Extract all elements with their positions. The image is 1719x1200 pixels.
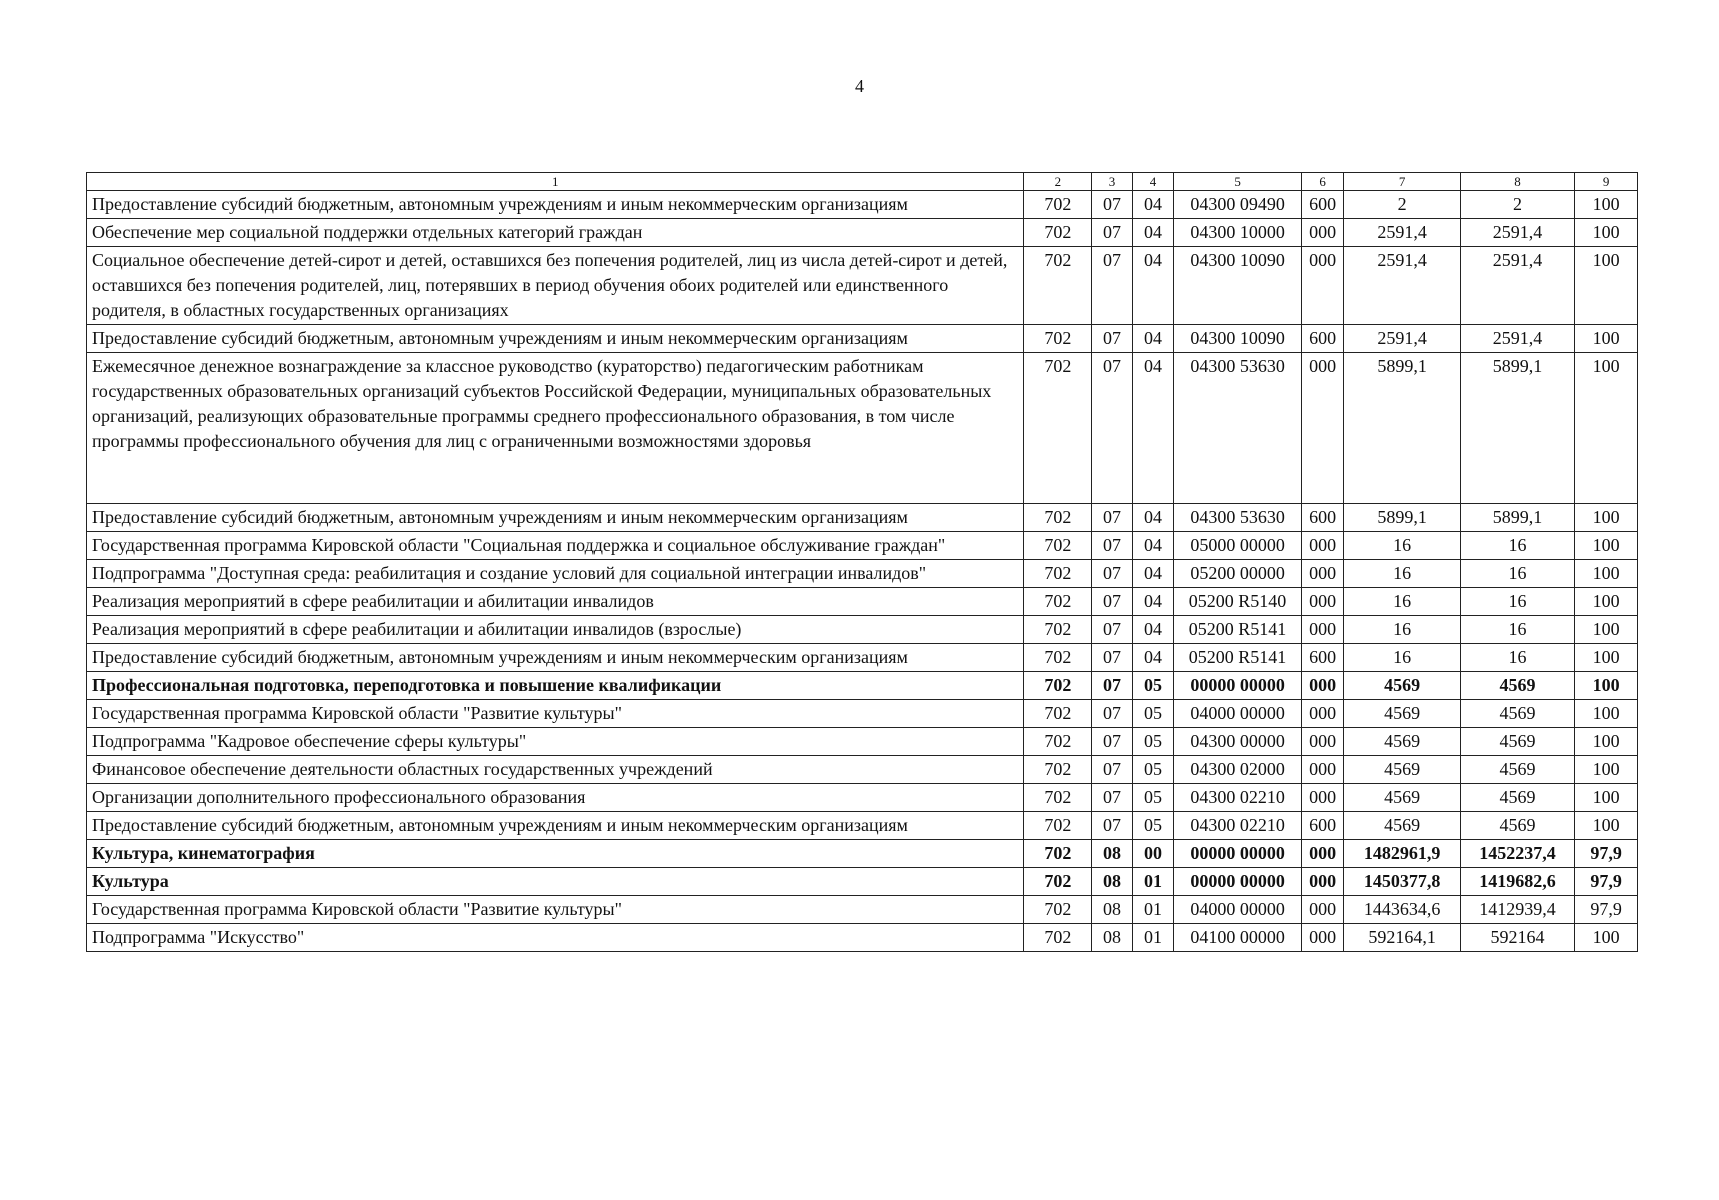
table-row [87, 728, 1638, 756]
subsection-cell: 04 [1132, 325, 1174, 353]
table-row [87, 840, 1638, 868]
gov-code-cell: 702 [1024, 840, 1092, 868]
table-row [87, 756, 1638, 784]
percent-cell: 100 [1575, 812, 1638, 840]
plan-amount-cell: 4569 [1344, 672, 1460, 700]
subsection-cell: 04 [1132, 504, 1174, 532]
expense-type-cell: 000 [1301, 219, 1344, 247]
target-article-cell: 05000 00000 [1174, 532, 1302, 560]
row-name-cell: Культура [87, 868, 1024, 896]
plan-amount-cell: 16 [1344, 560, 1460, 588]
section-cell: 08 [1092, 840, 1132, 868]
expense-type-cell: 600 [1301, 191, 1344, 219]
subsection-cell: 00 [1132, 840, 1174, 868]
plan-amount-cell: 2 [1344, 191, 1460, 219]
gov-code-cell: 702 [1024, 353, 1092, 504]
gov-code-cell: 702 [1024, 504, 1092, 532]
percent-cell: 100 [1575, 784, 1638, 812]
subsection-cell: 04 [1132, 588, 1174, 616]
gov-code-cell: 702 [1024, 672, 1092, 700]
actual-amount-cell: 1419682,6 [1460, 868, 1574, 896]
expense-type-cell: 000 [1301, 756, 1344, 784]
expense-type-cell: 600 [1301, 812, 1344, 840]
section-cell: 07 [1092, 191, 1132, 219]
subsection-cell: 04 [1132, 353, 1174, 504]
expense-type-cell: 000 [1301, 840, 1344, 868]
target-article-cell: 04300 02210 [1174, 784, 1302, 812]
table-row [87, 672, 1638, 700]
actual-amount-cell: 4569 [1460, 700, 1574, 728]
expense-type-cell: 600 [1301, 325, 1344, 353]
percent-cell: 100 [1575, 700, 1638, 728]
plan-amount-cell: 4569 [1344, 728, 1460, 756]
target-article-cell: 04300 53630 [1174, 504, 1302, 532]
percent-cell: 100 [1575, 588, 1638, 616]
actual-amount-cell: 592164 [1460, 924, 1574, 952]
plan-amount-cell: 1450377,8 [1344, 868, 1460, 896]
percent-cell: 100 [1575, 924, 1638, 952]
plan-amount-cell: 16 [1344, 644, 1460, 672]
row-name-cell: Ежемесячное денежное вознаграждение за классное руководство (кураторство) педагогическим работникам государственных образовательных организаций субъектов Российской Федерации, муниципальных образовательных организаций, реализующих образовательные программы среднего профессионального образования, в том числе программы профессионального обучения для лиц с ограниченными возможностями здоровья [87, 353, 1024, 504]
target-article-cell: 05200 R5141 [1174, 644, 1302, 672]
target-article-cell: 00000 00000 [1174, 868, 1302, 896]
expense-type-cell: 000 [1301, 700, 1344, 728]
actual-amount-cell: 2591,4 [1460, 219, 1574, 247]
table-row [87, 924, 1638, 952]
percent-cell: 100 [1575, 560, 1638, 588]
section-cell: 07 [1092, 353, 1132, 504]
table-row [87, 588, 1638, 616]
actual-amount-cell: 4569 [1460, 728, 1574, 756]
plan-amount-cell: 1443634,6 [1344, 896, 1460, 924]
row-name-cell: Предоставление субсидий бюджетным, автономным учреждениям и иным некоммерческим организациям [87, 325, 1024, 353]
section-cell: 07 [1092, 560, 1132, 588]
plan-amount-cell: 5899,1 [1344, 353, 1460, 504]
actual-amount-cell: 2591,4 [1460, 325, 1574, 353]
row-name-cell: Предоставление субсидий бюджетным, автономным учреждениям и иным некоммерческим организациям [87, 504, 1024, 532]
gov-code-cell: 702 [1024, 644, 1092, 672]
target-article-cell: 04300 00000 [1174, 728, 1302, 756]
section-cell: 07 [1092, 812, 1132, 840]
percent-cell: 100 [1575, 532, 1638, 560]
expense-type-cell: 000 [1301, 353, 1344, 504]
actual-amount-cell: 2591,4 [1460, 247, 1574, 325]
target-article-cell: 00000 00000 [1174, 840, 1302, 868]
row-name-cell: Профессиональная подготовка, переподготовка и повышение квалификации [87, 672, 1024, 700]
actual-amount-cell: 1452237,4 [1460, 840, 1574, 868]
subsection-cell: 04 [1132, 532, 1174, 560]
column-header: 6 [1301, 173, 1344, 191]
expense-type-cell: 000 [1301, 728, 1344, 756]
row-name-cell: Государственная программа Кировской области "Развитие культуры" [87, 896, 1024, 924]
plan-amount-cell: 16 [1344, 532, 1460, 560]
percent-cell: 100 [1575, 728, 1638, 756]
subsection-cell: 04 [1132, 616, 1174, 644]
percent-cell: 100 [1575, 644, 1638, 672]
gov-code-cell: 702 [1024, 560, 1092, 588]
actual-amount-cell: 1412939,4 [1460, 896, 1574, 924]
section-cell: 08 [1092, 924, 1132, 952]
percent-cell: 97,9 [1575, 896, 1638, 924]
actual-amount-cell: 4569 [1460, 672, 1574, 700]
column-header: 7 [1344, 173, 1460, 191]
table-row [87, 616, 1638, 644]
expense-type-cell: 000 [1301, 616, 1344, 644]
row-name-cell: Предоставление субсидий бюджетным, автономным учреждениям и иным некоммерческим организациям [87, 644, 1024, 672]
subsection-cell: 01 [1132, 924, 1174, 952]
actual-amount-cell: 16 [1460, 560, 1574, 588]
plan-amount-cell: 4569 [1344, 812, 1460, 840]
expense-type-cell: 000 [1301, 868, 1344, 896]
row-name-cell: Организации дополнительного профессионального образования [87, 784, 1024, 812]
gov-code-cell: 702 [1024, 896, 1092, 924]
table-row [87, 644, 1638, 672]
subsection-cell: 04 [1132, 219, 1174, 247]
row-name-cell: Подпрограмма "Доступная среда: реабилитация и создание условий для социальной интеграции инвалидов" [87, 560, 1024, 588]
column-header: 3 [1092, 173, 1132, 191]
gov-code-cell: 702 [1024, 728, 1092, 756]
plan-amount-cell: 1482961,9 [1344, 840, 1460, 868]
expense-type-cell: 600 [1301, 504, 1344, 532]
section-cell: 07 [1092, 219, 1132, 247]
percent-cell: 97,9 [1575, 868, 1638, 896]
column-header: 5 [1174, 173, 1302, 191]
row-name-cell: Обеспечение мер социальной поддержки отдельных категорий граждан [87, 219, 1024, 247]
section-cell: 07 [1092, 728, 1132, 756]
actual-amount-cell: 4569 [1460, 756, 1574, 784]
subsection-cell: 05 [1132, 784, 1174, 812]
section-cell: 07 [1092, 532, 1132, 560]
row-name-cell: Государственная программа Кировской области "Социальная поддержка и социальное обслуживание граждан" [87, 532, 1024, 560]
subsection-cell: 05 [1132, 672, 1174, 700]
gov-code-cell: 702 [1024, 532, 1092, 560]
expense-type-cell: 000 [1301, 924, 1344, 952]
expense-type-cell: 600 [1301, 644, 1344, 672]
plan-amount-cell: 2591,4 [1344, 247, 1460, 325]
expense-type-cell: 000 [1301, 588, 1344, 616]
percent-cell: 100 [1575, 756, 1638, 784]
plan-amount-cell: 4569 [1344, 756, 1460, 784]
table-row [87, 247, 1638, 325]
table-row [87, 353, 1638, 504]
column-header: 4 [1132, 173, 1174, 191]
gov-code-cell: 702 [1024, 756, 1092, 784]
plan-amount-cell: 16 [1344, 616, 1460, 644]
subsection-cell: 04 [1132, 191, 1174, 219]
column-header: 2 [1024, 173, 1092, 191]
actual-amount-cell: 4569 [1460, 784, 1574, 812]
row-name-cell: Финансовое обеспечение деятельности областных государственных учреждений [87, 756, 1024, 784]
gov-code-cell: 702 [1024, 868, 1092, 896]
plan-amount-cell: 592164,1 [1344, 924, 1460, 952]
expense-type-cell: 000 [1301, 560, 1344, 588]
row-name-cell: Реализация мероприятий в сфере реабилитации и абилитации инвалидов [87, 588, 1024, 616]
table-row [87, 532, 1638, 560]
row-name-cell: Предоставление субсидий бюджетным, автономным учреждениям и иным некоммерческим организациям [87, 812, 1024, 840]
column-header: 9 [1575, 173, 1638, 191]
subsection-cell: 05 [1132, 700, 1174, 728]
section-cell: 07 [1092, 247, 1132, 325]
table-row [87, 504, 1638, 532]
plan-amount-cell: 2591,4 [1344, 325, 1460, 353]
row-name-cell: Предоставление субсидий бюджетным, автономным учреждениям и иным некоммерческим организациям [87, 191, 1024, 219]
row-name-cell: Реализация мероприятий в сфере реабилитации и абилитации инвалидов (взрослые) [87, 616, 1024, 644]
subsection-cell: 01 [1132, 868, 1174, 896]
subsection-cell: 04 [1132, 247, 1174, 325]
target-article-cell: 04300 02000 [1174, 756, 1302, 784]
expense-type-cell: 000 [1301, 784, 1344, 812]
actual-amount-cell: 5899,1 [1460, 504, 1574, 532]
row-name-cell: Культура, кинематография [87, 840, 1024, 868]
table-row [87, 219, 1638, 247]
gov-code-cell: 702 [1024, 924, 1092, 952]
actual-amount-cell: 16 [1460, 588, 1574, 616]
gov-code-cell: 702 [1024, 247, 1092, 325]
target-article-cell: 04100 00000 [1174, 924, 1302, 952]
section-cell: 07 [1092, 672, 1132, 700]
subsection-cell: 05 [1132, 728, 1174, 756]
target-article-cell: 04300 10090 [1174, 325, 1302, 353]
section-cell: 07 [1092, 504, 1132, 532]
section-cell: 07 [1092, 616, 1132, 644]
section-cell: 07 [1092, 784, 1132, 812]
gov-code-cell: 702 [1024, 325, 1092, 353]
percent-cell: 100 [1575, 672, 1638, 700]
percent-cell: 100 [1575, 325, 1638, 353]
plan-amount-cell: 5899,1 [1344, 504, 1460, 532]
section-cell: 08 [1092, 868, 1132, 896]
subsection-cell: 04 [1132, 644, 1174, 672]
expense-type-cell: 000 [1301, 896, 1344, 924]
target-article-cell: 04300 10000 [1174, 219, 1302, 247]
table-row [87, 812, 1638, 840]
table-row [87, 325, 1638, 353]
table-row [87, 896, 1638, 924]
expense-type-cell: 000 [1301, 532, 1344, 560]
plan-amount-cell: 2591,4 [1344, 219, 1460, 247]
target-article-cell: 04300 02210 [1174, 812, 1302, 840]
target-article-cell: 05200 00000 [1174, 560, 1302, 588]
section-cell: 07 [1092, 325, 1132, 353]
percent-cell: 100 [1575, 247, 1638, 325]
actual-amount-cell: 2 [1460, 191, 1574, 219]
subsection-cell: 01 [1132, 896, 1174, 924]
table-row [87, 700, 1638, 728]
target-article-cell: 05200 R5141 [1174, 616, 1302, 644]
percent-cell: 100 [1575, 616, 1638, 644]
percent-cell: 100 [1575, 191, 1638, 219]
plan-amount-cell: 4569 [1344, 784, 1460, 812]
actual-amount-cell: 16 [1460, 532, 1574, 560]
target-article-cell: 04000 00000 [1174, 700, 1302, 728]
row-name-cell: Подпрограмма "Кадровое обеспечение сферы культуры" [87, 728, 1024, 756]
subsection-cell: 04 [1132, 560, 1174, 588]
row-name-cell: Подпрограмма "Искусство" [87, 924, 1024, 952]
section-cell: 07 [1092, 756, 1132, 784]
gov-code-cell: 702 [1024, 784, 1092, 812]
percent-cell: 100 [1575, 353, 1638, 504]
expense-type-cell: 000 [1301, 247, 1344, 325]
target-article-cell: 04300 10090 [1174, 247, 1302, 325]
gov-code-cell: 702 [1024, 616, 1092, 644]
target-article-cell: 04300 53630 [1174, 353, 1302, 504]
page-number: 4 [855, 76, 864, 96]
section-cell: 07 [1092, 700, 1132, 728]
section-cell: 07 [1092, 588, 1132, 616]
target-article-cell: 04000 00000 [1174, 896, 1302, 924]
table-row [87, 784, 1638, 812]
actual-amount-cell: 16 [1460, 644, 1574, 672]
expense-type-cell: 000 [1301, 672, 1344, 700]
percent-cell: 100 [1575, 219, 1638, 247]
gov-code-cell: 702 [1024, 219, 1092, 247]
actual-amount-cell: 16 [1460, 616, 1574, 644]
section-cell: 07 [1092, 644, 1132, 672]
row-name-cell: Социальное обеспечение детей-сирот и детей, оставшихся без попечения родителей, лиц из числа детей-сирот и детей, оставшихся без попечения родителей, лиц, потерявших в период обучения обоих родителей или единственного родителя, в областных государственных организациях [87, 247, 1024, 325]
gov-code-cell: 702 [1024, 700, 1092, 728]
table-row [87, 560, 1638, 588]
target-article-cell: 00000 00000 [1174, 672, 1302, 700]
actual-amount-cell: 4569 [1460, 812, 1574, 840]
table-row [87, 191, 1638, 219]
gov-code-cell: 702 [1024, 588, 1092, 616]
column-header: 1 [87, 173, 1024, 191]
table-row [87, 868, 1638, 896]
subsection-cell: 05 [1132, 756, 1174, 784]
section-cell: 08 [1092, 896, 1132, 924]
plan-amount-cell: 4569 [1344, 700, 1460, 728]
gov-code-cell: 702 [1024, 812, 1092, 840]
plan-amount-cell: 16 [1344, 588, 1460, 616]
row-name-cell: Государственная программа Кировской области "Развитие культуры" [87, 700, 1024, 728]
column-header-row [87, 173, 1638, 191]
column-header: 8 [1460, 173, 1574, 191]
target-article-cell: 05200 R5140 [1174, 588, 1302, 616]
budget-table [86, 172, 1638, 952]
actual-amount-cell: 5899,1 [1460, 353, 1574, 504]
subsection-cell: 05 [1132, 812, 1174, 840]
percent-cell: 97,9 [1575, 840, 1638, 868]
target-article-cell: 04300 09490 [1174, 191, 1302, 219]
gov-code-cell: 702 [1024, 191, 1092, 219]
percent-cell: 100 [1575, 504, 1638, 532]
